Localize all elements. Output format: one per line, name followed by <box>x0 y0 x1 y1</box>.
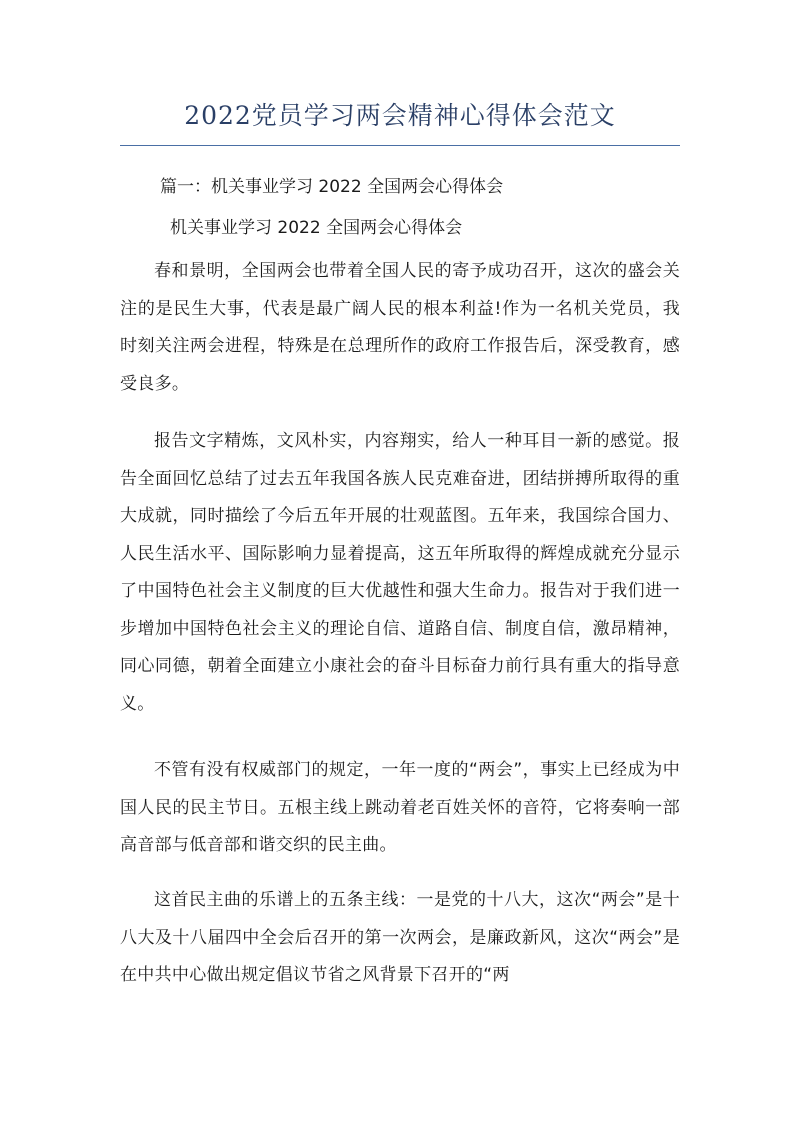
paragraph-2: 报告文字精炼，文风朴实，内容翔实，给人一种耳目一新的感觉。报告全面回忆总结了过去五年我国各族人民克难奋进，团结拼搏所取得的重大成就，同时描绘了今后五年开展的壮观蓝图。五年来，我国综合国力、人民生活水平、国际影响力显着提高，这五年所取得的辉煌成就充分显示了中国特色社会主义制度的巨大优越性和强大生命力。报告对于我们进一步增加中国特色社会主义的理论自信、道路自信、制度自信，激昂精神，同心同德，朝着全面建立小康社会的奋斗目标奋力前行具有重大的指导意义。 <box>120 431 680 714</box>
sub-heading: 机关事业学习 2022 全国两会心得体会 <box>170 218 463 238</box>
paragraph-4: 这首民主曲的乐谱上的五条主线：一是党的十八大，这次“两会”是十八大及十八届四中全会后召开的第一次两会，是廉政新风，这次“两会”是在中共中心做出规定倡议节省之风背景下召开的“两 <box>120 890 680 985</box>
title-underline <box>120 145 680 146</box>
paragraph-3: 不管有没有权威部门的规定，一年一度的“两会”，事实上已经成为中国人民的民主节日。五根主线上跳动着老百姓关怀的音符，它将奏响一部高音部与低音部和谐交织的民主曲。 <box>120 760 680 855</box>
document-title: 2022党员学习两会精神心得体会范文 <box>184 101 616 130</box>
section-heading: 篇一：机关事业学习 2022 全国两会心得体会 <box>160 177 504 197</box>
paragraph-1: 春和景明，全国两会也带着全国人民的寄予成功召开，这次的盛会关注的是民生大事，代表是最广阔人民的根本利益!作为一名机关党员，我时刻关注两会进程，特殊是在总理所作的政府工作报告后，深受教育，感受良多。 <box>120 261 680 394</box>
